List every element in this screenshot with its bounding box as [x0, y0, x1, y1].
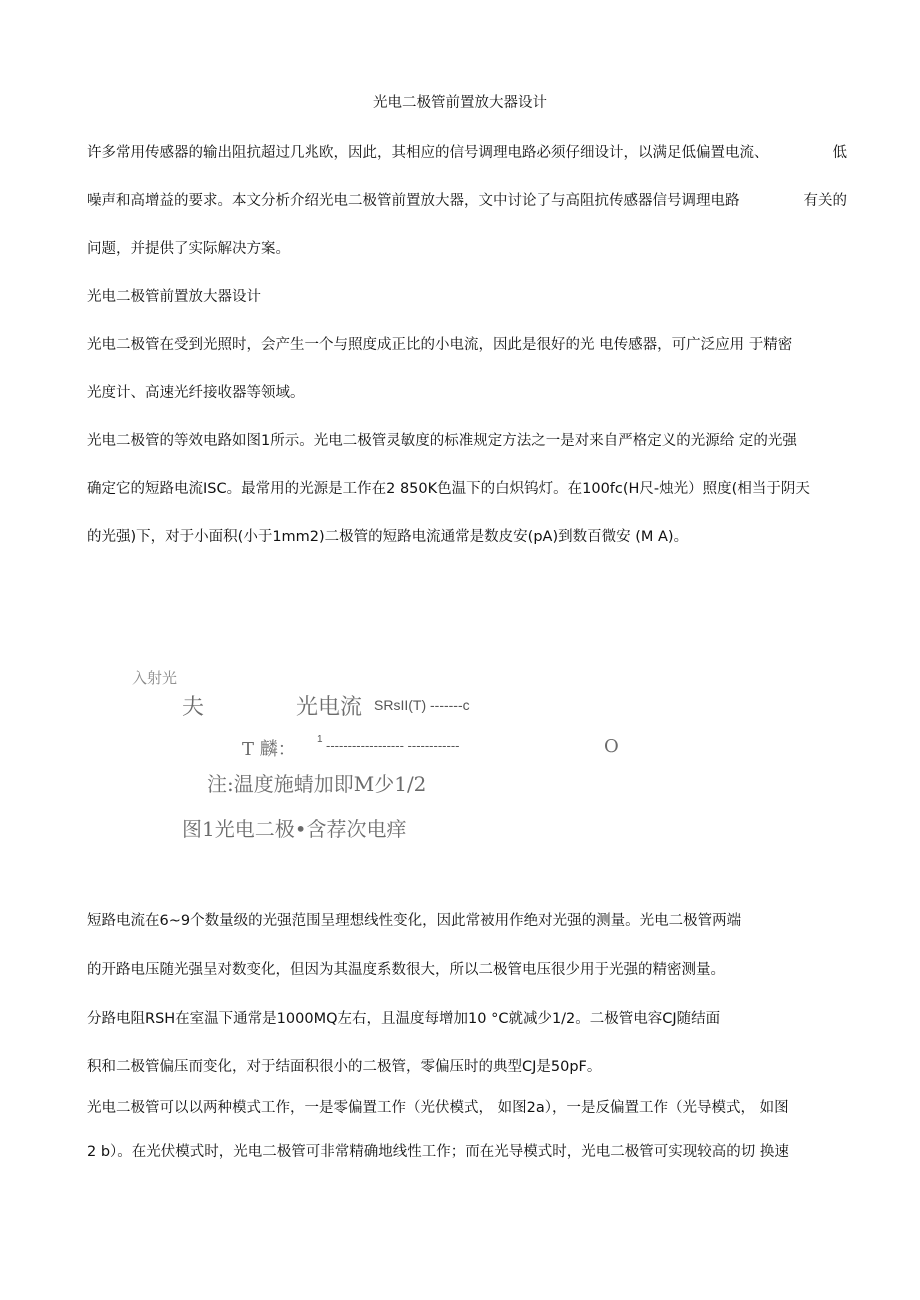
figure-dashed-line: ------------------ ------------	[326, 738, 460, 753]
intro-line-2-text: 噪声和高增益的要求。本文分析介绍光电二极管前置放大器，文中讨论了与高阻抗传感器信号调理电路	[87, 193, 740, 209]
figure-label-t: T 麟：	[242, 739, 296, 760]
figure-label-superscript: 1	[317, 734, 323, 745]
para1-line-2: 光度计、高速光纤接收器等领域。	[87, 385, 305, 401]
para1-line-1: 光电二极管在受到光照时，会产生一个与照度成正比的小电流，因此是很好的光 电传感器，可广泛应用 于精密	[87, 337, 793, 353]
intro-line-2	[87, 192, 847, 210]
para4-line-1: 分路电阻RSH在室温下通常是1000MQ左右，且温度每增加10 °C就减少1/2。二极管电容CJ随结面	[87, 1011, 721, 1027]
figure-caption: 图1光电二极•含荐次电痒	[182, 817, 407, 841]
para5-line-1: 光电二极管可以以两种模式工作，一是零偏置工作（光伏模式， 如图2a），一是反偏置工作（光导模式， 如图	[87, 1100, 789, 1116]
figure-label-srsii: SRsII(T) -------c	[374, 697, 470, 713]
document-title: 光电二极管前置放大器设计	[373, 95, 547, 111]
figure-label-o: O	[604, 736, 619, 757]
para2-line-1: 光电二极管的等效电路如图1所示。光电二极管灵敏度的标准规定方法之一是对来自严格定义的光源给 定的光强	[87, 433, 797, 449]
para2-line-3: 的光强)下，对于小面积(小于1mm2)二极管的短路电流通常是数皮安(pA)到数百微安 (M A)。	[87, 529, 689, 545]
para2-line-2: 确定它的短路电流ISC。最常用的光源是工作在2 850K色温下的白炽钨灯。在100fc(H尺-烛光）照度(相当于阴天	[87, 481, 810, 497]
section-heading: 光电二极管前置放大器设计	[87, 289, 261, 305]
figure-label-incident-light: 入射光	[132, 669, 178, 687]
intro-line-3: 问题，并提供了实际解决方案。	[87, 241, 290, 257]
para3-line-2: 的开路电压随光强呈对数变化，但因为其温度系数很大，所以二极管电压很少用于光强的精密测量。	[87, 962, 725, 978]
intro-line-1-end: 低	[832, 145, 847, 161]
intro-line-2-end: 有关的	[803, 193, 847, 209]
intro-line-1-text: 许多常用传感器的输出阻抗超过几兆欧，因此，其相应的信号调理电路必须仔细设计，以满足低偏置电流、	[87, 145, 769, 161]
figure-label-photocurrent: 光电流	[296, 695, 363, 720]
figure-label-fu: 夫	[182, 695, 205, 720]
para3-line-1: 短路电流在6~9个数量级的光强范围呈理想线性变化，因此常被用作绝对光强的测量。光电二极管两端	[87, 913, 742, 929]
para5-line-2: 2 b）。在光伏模式时，光电二极管可非常精确地线性工作；而在光导模式时，光电二极管可实现较高的切 换速	[87, 1144, 789, 1160]
para4-line-2: 积和二极管偏压而变化，对于结面积很小的二极管，零偏压时的典型CJ是50pF。	[87, 1059, 602, 1075]
intro-line-1	[87, 144, 847, 162]
figure-note: 注:温度施蜻加即M少1/2	[207, 772, 427, 796]
